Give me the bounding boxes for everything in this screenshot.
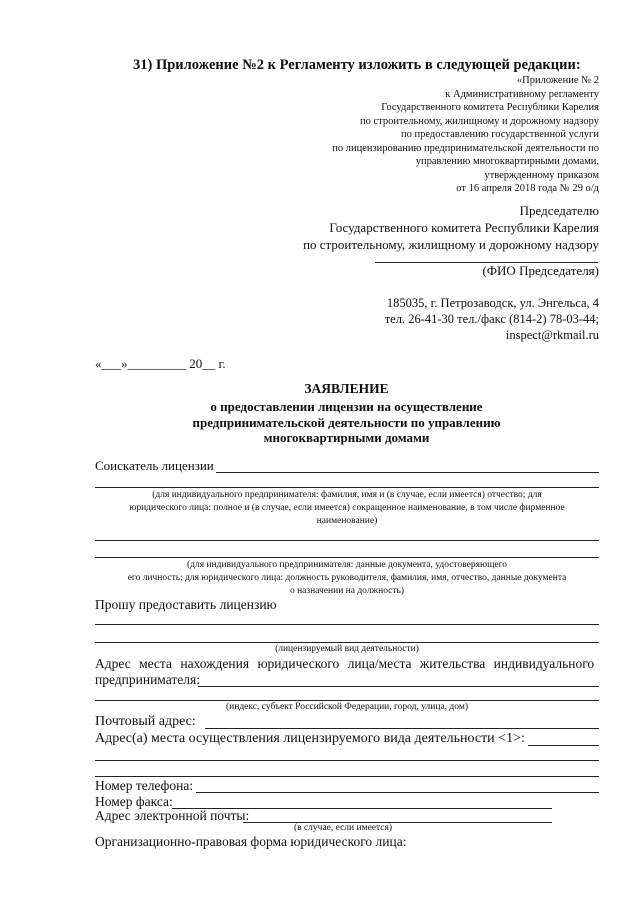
location-hint: (индекс, субъект Российской Федерации, город, улица, дом) <box>226 702 468 712</box>
fax-label: Номер факса: <box>95 794 173 809</box>
contact-line: inspect@rkmail.ru <box>505 328 599 342</box>
subtitle-line: предпринимательской деятельности по управлению <box>192 414 501 430</box>
document-hint <box>95 559 599 598</box>
subtitle-line: многоквартирными домами <box>263 430 430 445</box>
email-label: Адрес электронной почты: <box>95 808 250 823</box>
location-label-continued: предпринимателя: <box>95 672 200 687</box>
applicant-field-line[interactable] <box>95 487 599 488</box>
activity-address-field-line[interactable] <box>95 760 599 761</box>
annex-line: по предоставлению государственной услуги <box>401 129 599 140</box>
postal-field[interactable] <box>205 728 599 729</box>
annex-line: к Административному регламенту <box>445 88 599 100</box>
document-title: ЗАЯВЛЕНИЕ <box>304 381 389 396</box>
hint-line: юридического лица: полное и (в случае, если имеется) сокращенное наименование, в том числе фирменное <box>129 503 565 513</box>
location-field[interactable] <box>198 686 599 687</box>
location-field-line[interactable] <box>95 700 599 701</box>
addressee-line: Председателю <box>519 203 599 218</box>
fio-label: (ФИО Председателя) <box>482 263 599 278</box>
hint-line: (для индивидуального предпринимателя: данные документа, удостоверяющего <box>186 560 508 570</box>
addressee <box>303 202 599 253</box>
annex-line: Государственного комитета Республики Карелия <box>381 102 599 113</box>
addressee-line: Государственного комитета Республики Карелия <box>329 220 599 235</box>
location-label: Адрес места нахождения юридического лица/места жительства индивидуального <box>95 656 595 671</box>
annex-line: «Приложение № 2 <box>516 75 599 86</box>
activity-field-line[interactable] <box>95 624 599 625</box>
date-line: «___»_________ 20__ г. <box>95 356 226 371</box>
phone-label: Номер телефона: <box>95 778 194 793</box>
annex-line: по лицензированию предпринимательской деятельности по <box>332 142 599 154</box>
legal-form-label: Организационно-правовая форма юридического лица: <box>95 834 407 849</box>
document-subtitle <box>95 399 598 446</box>
contact-line: 185035, г. Петрозаводск, ул. Энгельса, 4 <box>386 296 599 310</box>
phone-field[interactable] <box>196 792 599 793</box>
activity-hint: (лицензируемый вид деятельности) <box>275 644 419 654</box>
hint-line: наименование) <box>316 516 378 526</box>
activity-field-line[interactable] <box>95 642 599 643</box>
contact-line: тел. 26-41-30 тел./факс (814-2) 78-03-44; <box>384 312 599 326</box>
applicant-hint <box>95 489 599 528</box>
activity-address-field[interactable] <box>528 745 599 746</box>
annex-line: управлению многоквартирными домами, <box>415 156 599 167</box>
contact-block <box>385 295 599 343</box>
hint-line: его личность; для юридического лица: должность руководителя, фамилия, имя, отчество, данные документа <box>127 573 567 583</box>
hint-line: о назначении на должность) <box>289 586 405 596</box>
email-hint: (в случае, если имеется) <box>293 823 393 833</box>
applicant-label: Соискатель лицензии <box>95 458 214 473</box>
document-field-line[interactable] <box>95 540 599 541</box>
amendment-heading: 31) Приложение №2 к Регламенту изложить в следующей редакции: <box>133 57 581 73</box>
addressee-line: по строительному, жилищному и дорожному надзору <box>303 237 599 252</box>
postal-label: Почтовый адрес: <box>95 714 196 729</box>
request-label: Прошу предоставить лицензию <box>95 597 277 612</box>
hint-line: (для индивидуального предпринимателя: фамилия, имя и (в случае, если имеется) отчество; для <box>152 490 542 500</box>
document-field-line[interactable] <box>95 557 599 558</box>
subtitle-line: о предоставлении лицензии на осуществление <box>210 399 483 414</box>
activity-address-label: Адрес(а) места осуществления лицензируемого вида деятельности <1>: <box>95 731 525 746</box>
annex-reference <box>332 74 599 196</box>
annex-line: утвержденному приказом <box>484 169 599 181</box>
annex-line: по строительному, жилищному и дорожному надзору <box>359 115 599 127</box>
annex-line: от 16 апреля 2018 года № 29 о/д <box>456 183 599 194</box>
activity-address-field-line[interactable] <box>95 776 599 777</box>
applicant-field[interactable] <box>216 472 599 473</box>
